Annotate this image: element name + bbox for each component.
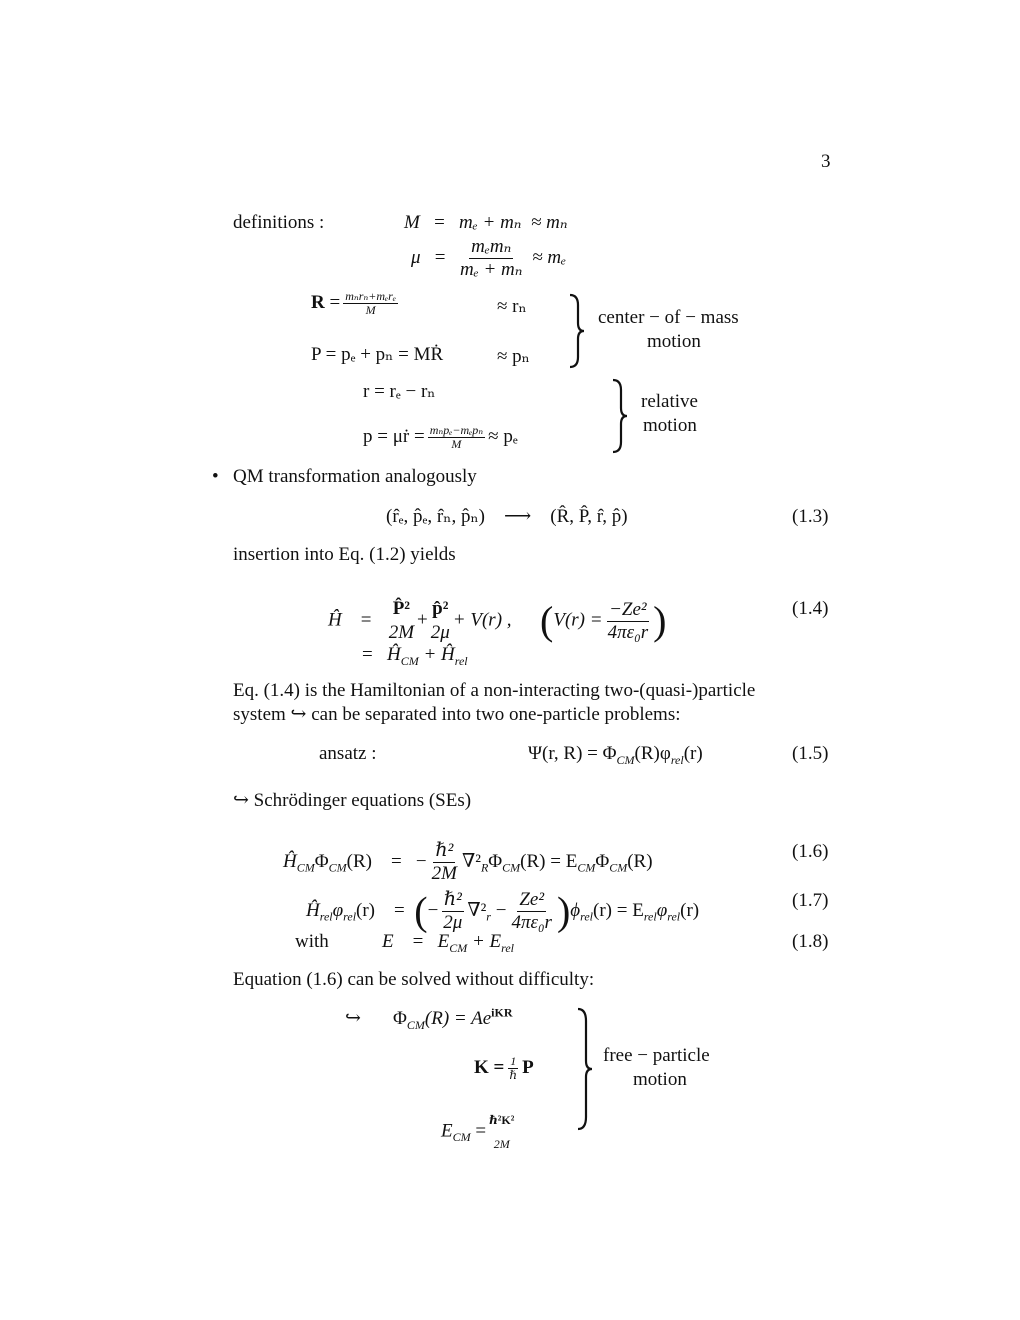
denominator: M: [451, 437, 462, 451]
exponent: iKR: [491, 1005, 513, 1020]
phi: φ: [656, 899, 668, 921]
definitions-label: definitions :: [233, 212, 325, 233]
p-lhs: p = μṙ =: [363, 425, 425, 447]
E: E: [437, 931, 450, 952]
numerator: ℏ²K²: [489, 1113, 515, 1127]
Phi: Φ: [393, 1008, 407, 1029]
subscript: CM: [616, 752, 635, 767]
subscript: rel: [667, 909, 681, 924]
denominator: ℏ: [509, 1068, 518, 1082]
paragraph-line-1: Eq. (1.4) is the Hamiltonian of a non-interacting two-(quasi-)particle: [233, 680, 756, 701]
coulomb-fraction: [606, 599, 651, 644]
subscript: rel: [643, 909, 657, 924]
part: (r): [683, 743, 703, 764]
denominator: 2μ: [430, 622, 450, 643]
solve-text: Equation (1.6) can be solved without difficulty:: [233, 969, 595, 990]
nabla: ∇²: [461, 850, 481, 872]
equals: =: [390, 850, 402, 872]
subscript: R: [480, 860, 489, 875]
numerator: ℏ²: [435, 840, 454, 861]
equals: =: [362, 644, 373, 665]
denominator: 2M: [388, 622, 415, 643]
R-fraction: [343, 290, 398, 317]
numerator: P̂²: [392, 598, 411, 619]
P: P: [522, 1056, 534, 1078]
numerator: mₑmₙ: [471, 236, 512, 257]
eq13-lhs: (r̂ₑ, p̂ₑ, r̂ₙ, p̂ₙ): [386, 506, 485, 527]
eq16: [283, 840, 653, 885]
plus-H: + Ĥ: [423, 644, 455, 665]
coulomb-fraction: [509, 889, 554, 934]
part: (r) = E: [593, 899, 644, 921]
part: (R)φ: [634, 743, 671, 764]
eq13-rhs: (R̂, P̂, r̂, p̂): [550, 506, 628, 527]
numerator: p̂²: [432, 598, 449, 619]
plus: +: [417, 609, 428, 631]
denominator: 2μ: [443, 912, 463, 933]
minus: −: [427, 899, 439, 921]
part: (R) = Ae: [424, 1008, 492, 1029]
paragraph-line-2: system ↪ can be separated into two one-particle problems:: [233, 704, 681, 725]
def-p: [363, 424, 518, 451]
eq-label-1-3: (1.3): [792, 506, 829, 527]
free-arrow-icon: ↪: [345, 1008, 361, 1029]
frac-p2-2mu: [431, 597, 450, 645]
M-symbol: M: [404, 212, 420, 233]
rel-label-2: motion: [643, 415, 697, 436]
M-approx: ≈ mₙ: [531, 212, 568, 233]
Phi: Φ: [488, 850, 503, 872]
hbar-fraction: [430, 840, 459, 885]
part: (R) = E: [520, 850, 578, 872]
free-K-eq: [474, 1055, 534, 1082]
subscript: CM: [452, 1130, 471, 1145]
part: Ψ(r, R) = Φ: [528, 743, 617, 764]
eq18-with: with: [295, 931, 329, 952]
eq-label-1-7: (1.7): [792, 890, 829, 911]
M-rhs: mₑ + mₙ: [459, 212, 522, 233]
denominator: 2M: [431, 863, 457, 884]
eq-label-1-6: (1.6): [792, 841, 829, 862]
eq14-line2: [362, 643, 468, 667]
denominator: mₑ + mₙ: [460, 259, 523, 280]
cm-label-1: center − of − mass: [598, 307, 739, 328]
numerator: −Ze²: [609, 598, 647, 620]
subscript: CM: [296, 860, 315, 875]
bullet-text: QM transformation analogously: [233, 466, 477, 487]
denominator: 4πε₀r: [511, 912, 552, 933]
minus: −: [415, 850, 427, 872]
arrow-icon: ⟶: [504, 506, 532, 527]
def-mu: [411, 236, 566, 281]
mu-symbol: μ: [411, 246, 421, 268]
equals: =: [394, 899, 405, 921]
numerator: mₙpₑ−mₑpₙ: [429, 423, 484, 437]
subscript: CM: [502, 860, 521, 875]
subscript: CM: [406, 1017, 425, 1032]
numerator: Ze²: [519, 889, 545, 910]
insertion-text: insertion into Eq. (1.2) yields: [233, 544, 456, 565]
subscript: rel: [670, 752, 684, 767]
K-def: K =: [474, 1056, 505, 1078]
arg: (r): [356, 899, 376, 921]
plus-E: + E: [471, 931, 502, 952]
Phi: Φ: [595, 850, 610, 872]
free-E-eq: [441, 1108, 517, 1156]
R-symbol: R: [311, 291, 325, 313]
equals: =: [360, 609, 372, 631]
numerator: 1: [510, 1054, 517, 1068]
equals: =: [412, 931, 424, 952]
p-fraction: [428, 424, 485, 451]
numerator: ℏ²: [443, 889, 462, 910]
cm-label-2: motion: [647, 331, 701, 352]
subscript: rel: [580, 909, 594, 924]
subscript: CM: [328, 860, 347, 875]
equals: =: [434, 212, 445, 233]
H-hat: Ĥ: [386, 644, 401, 665]
E: E: [441, 1120, 453, 1142]
subscript: rel: [319, 909, 333, 924]
phi: φ: [332, 899, 344, 921]
P-approx: ≈ pₙ: [497, 346, 530, 367]
subscript: CM: [577, 860, 596, 875]
nabla: ∇²: [467, 899, 487, 921]
mu-approx: ≈ mₑ: [532, 246, 567, 268]
arg: (R): [627, 850, 653, 872]
H-hat: Ĥ: [306, 899, 320, 921]
numerator: mₙrₙ+mₑrₑ: [345, 289, 396, 303]
p-approx: ≈ pₑ: [488, 425, 518, 447]
subscript: rel: [501, 940, 515, 955]
denominator: 2M: [493, 1137, 510, 1151]
Phi: Φ: [314, 850, 329, 872]
free-phi-eq: [393, 1007, 513, 1031]
eq-label-1-5: (1.5): [792, 743, 829, 764]
subscript: r: [486, 909, 491, 924]
denominator: 4πε₀r: [607, 621, 649, 643]
subscript: rel: [454, 653, 468, 668]
frac-P2-2M: [389, 597, 414, 645]
eq13: [386, 505, 628, 529]
def-P: P = pₑ + pₙ = MṘ: [311, 344, 444, 365]
def-R: [311, 290, 401, 317]
hbar-fraction: [441, 889, 464, 934]
page-number: 3: [821, 151, 831, 172]
minus: −: [495, 899, 507, 921]
potential-def: V(r) =: [553, 609, 603, 631]
E: E: [382, 931, 394, 952]
right-brace-icon: [574, 1007, 596, 1131]
energy-fraction: [489, 1108, 514, 1156]
eq17: $Ĥ_{rel}\varphi_{rel}(r)$ = (− ℏ² 2μ $\nabla^2_r$ − $\frac{\text{Ze²}}{\text{4πε₀r}}$ )$\phi_{rel}(r) = E_{rel}\varphi_{rel}(r)$: [306, 888, 700, 934]
right-brace-icon: [609, 378, 631, 454]
subscript: rel: [343, 909, 357, 924]
equals: =: [434, 246, 446, 268]
one-over-hbar: [507, 1055, 519, 1082]
bullet-icon: •: [212, 466, 219, 487]
subscript: CM: [400, 653, 419, 668]
potential-term: + V(r) ,: [452, 609, 512, 631]
ansatz-label: ansatz :: [319, 743, 377, 764]
def-M: [404, 211, 568, 235]
def-r: r = rₑ − rₙ: [363, 381, 436, 402]
mu-fraction: [458, 236, 524, 281]
free-label-1: free − particle: [603, 1045, 710, 1066]
right-brace-icon: [566, 293, 588, 369]
se-heading: ↪ Schrödinger equations (SEs): [233, 790, 472, 811]
arg: (R): [346, 850, 372, 872]
eq-label-1-8: (1.8): [792, 931, 829, 952]
free-label-2: motion: [633, 1069, 687, 1090]
eq-label-1-4: (1.4): [792, 598, 829, 619]
denominator: M: [365, 303, 376, 317]
H-hat: Ĥ: [328, 609, 342, 631]
equals: =: [329, 291, 341, 313]
H-hat: Ĥ: [283, 850, 297, 872]
subscript: CM: [449, 940, 468, 955]
R-approx: ≈ rₙ: [497, 296, 527, 317]
subscript: CM: [609, 860, 628, 875]
rel-label-1: relative: [641, 391, 698, 412]
arg: (r): [680, 899, 700, 921]
eq14-line1: Ĥ = P̂² 2M + p̂² 2μ + V(r) , (V(r) = $\frac{\text{−Ze²}}{\text{4πε₀r}}$ ): [328, 598, 667, 643]
phi: ϕ: [570, 899, 581, 921]
ansatz-eq: [528, 742, 703, 766]
eq18: [382, 930, 514, 954]
equals: =: [475, 1120, 487, 1142]
